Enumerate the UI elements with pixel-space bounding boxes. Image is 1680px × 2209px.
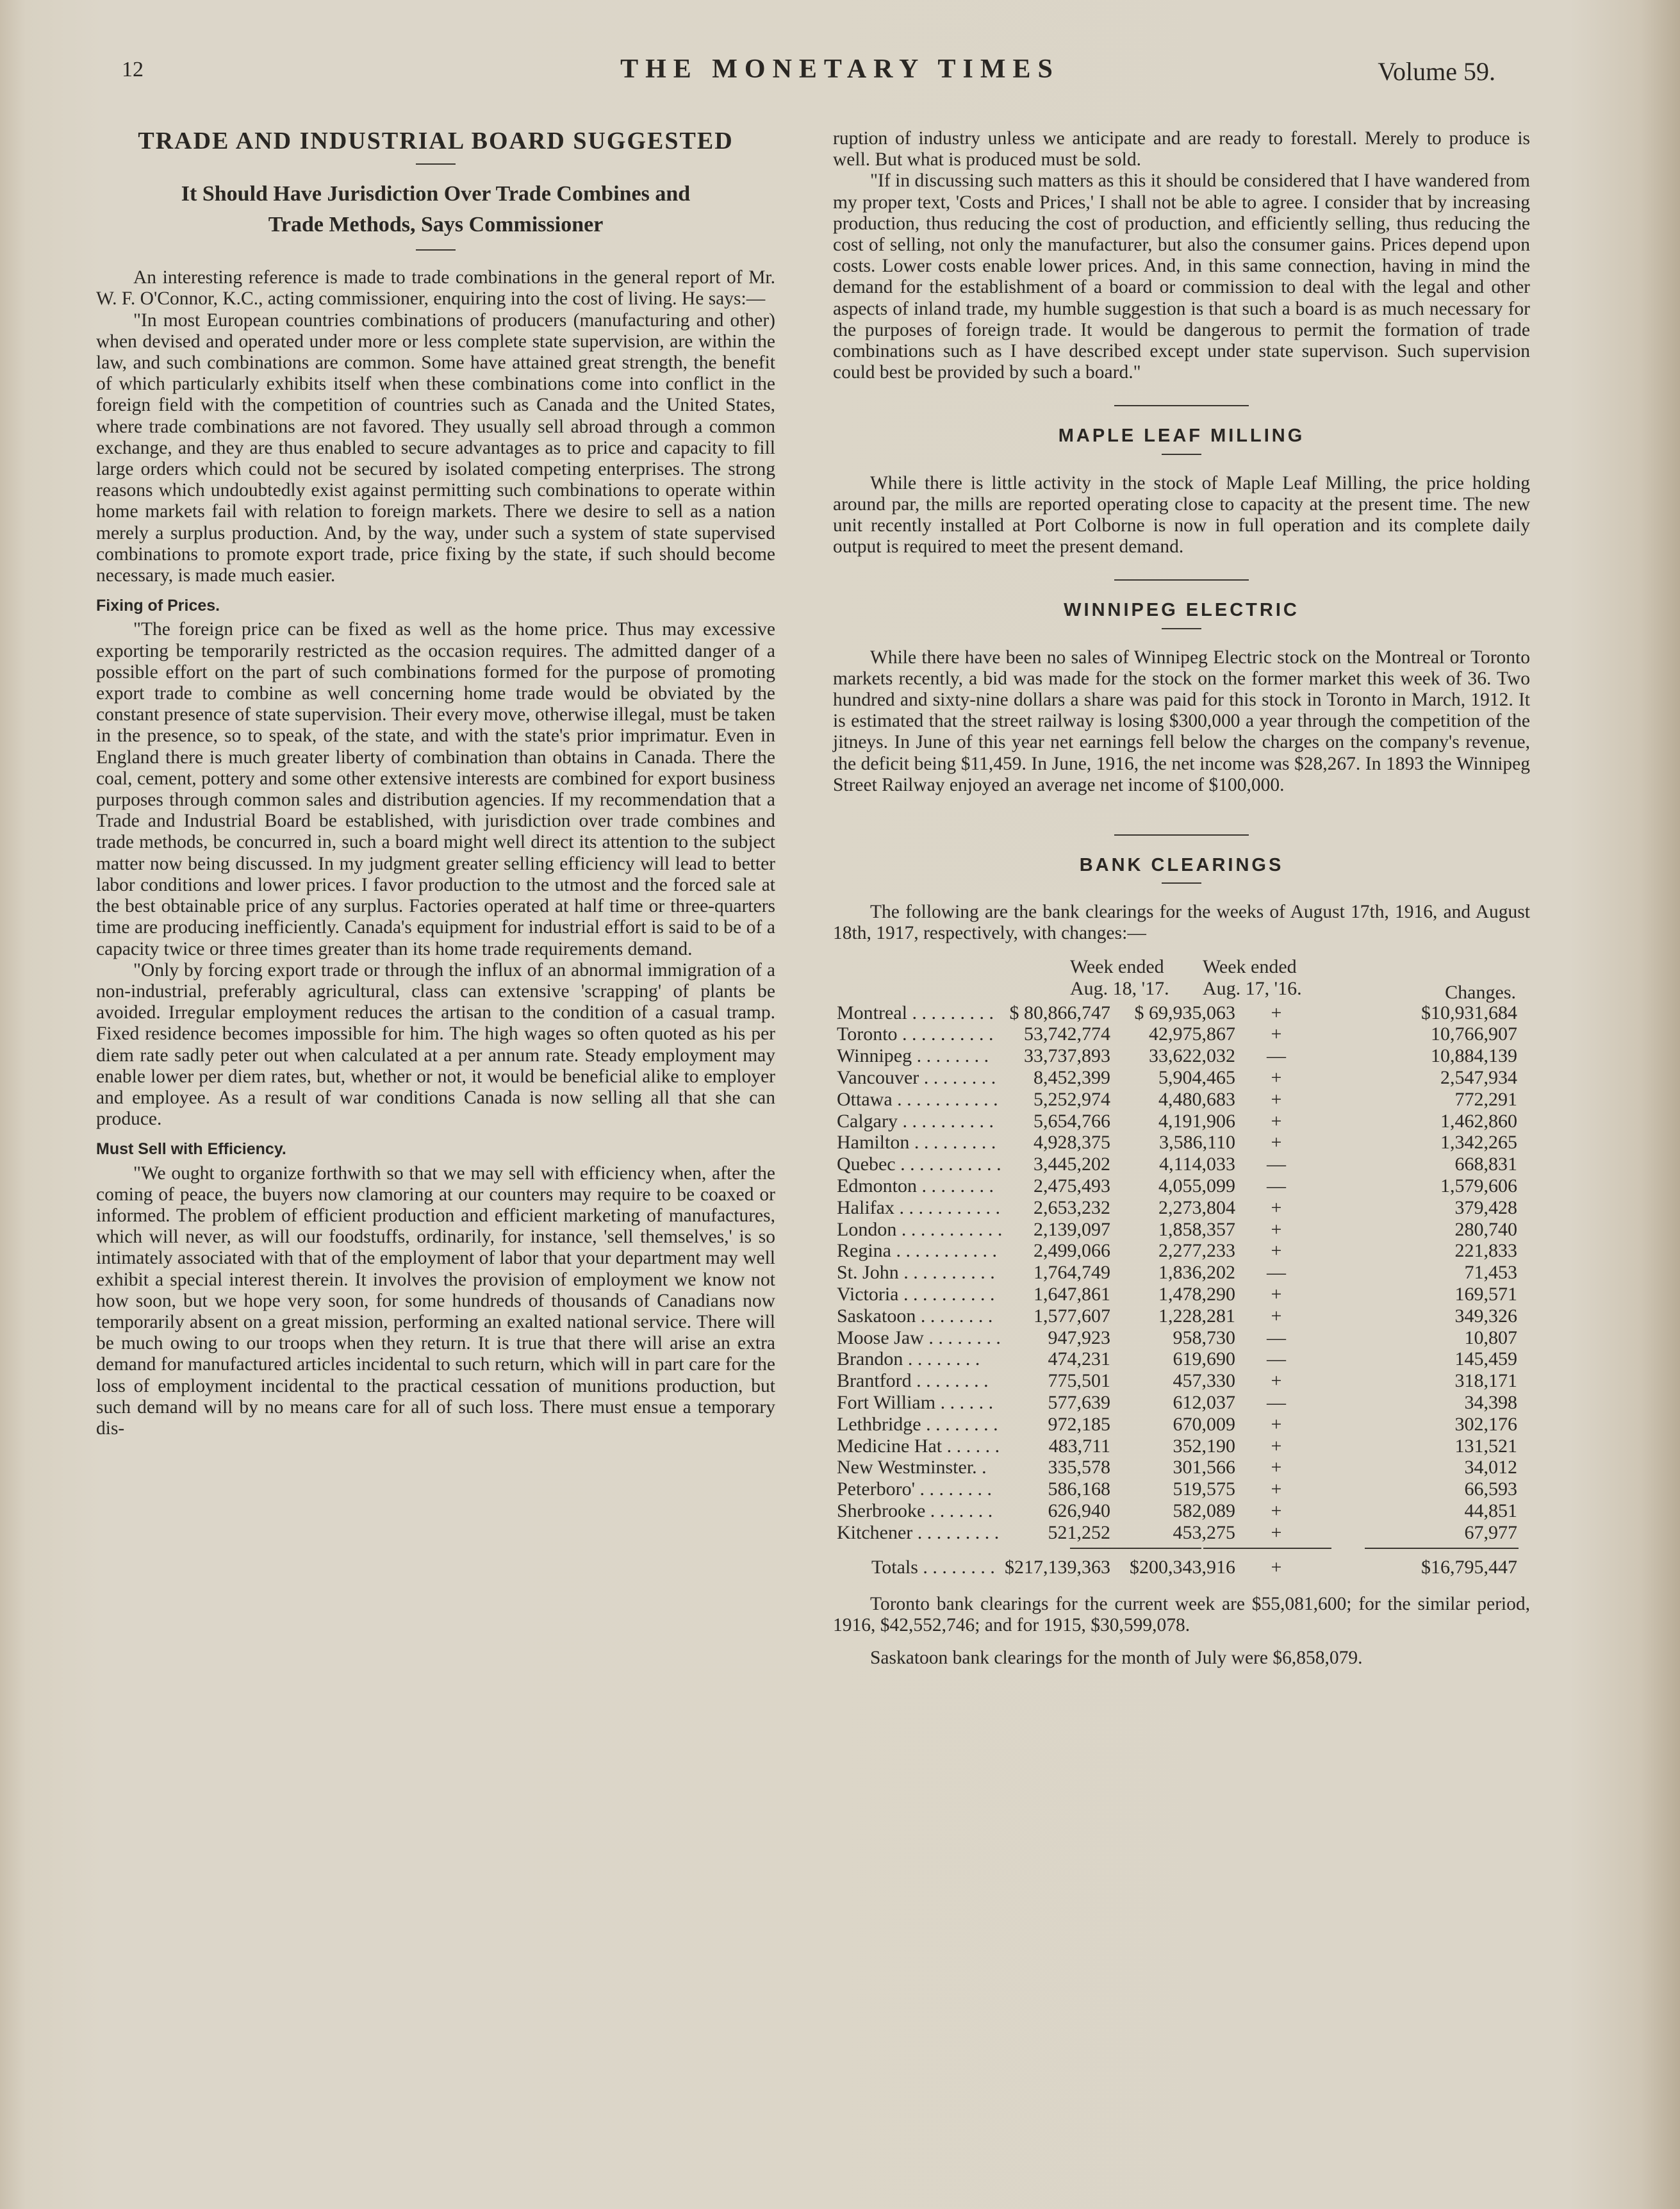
value-1917-cell: 1,764,749 bbox=[1034, 1262, 1110, 1284]
sign-cell: + bbox=[1271, 1240, 1282, 1262]
sign-cell: — bbox=[1267, 1348, 1286, 1370]
table-row bbox=[833, 1089, 1530, 1111]
value-1916-cell: 301,566 bbox=[1173, 1457, 1235, 1478]
article-paragraph: "Only by forcing export trade or through the influx of an abnormal immigration of a non-industrial, preferably agricultural, class can extensive 'scrapping' of plants be avoided. Irregular employment reduces the artisan to the condition of a casual tramp. Fixed residence becomes impossible for him. The high wages so often quoted as his per diem rate sadly peter out when calculated at a per annum rate. Steady employment may enable lower per diem rates, but, whether or not, it would be beneficial alike to employer and employee. As a result of war conditions Canada is now selling all that she can produce. bbox=[96, 959, 775, 1130]
article-headline: TRADE AND INDUSTRIAL BOARD SUGGESTED bbox=[138, 128, 734, 154]
change-cell: 302,176 bbox=[1454, 1413, 1517, 1435]
sign-cell: + bbox=[1271, 1521, 1282, 1543]
totals-1917: $217,139,363 bbox=[1005, 1556, 1110, 1578]
value-1917-cell: 8,452,399 bbox=[1034, 1067, 1110, 1089]
change-cell: 145,459 bbox=[1454, 1348, 1517, 1370]
table-row bbox=[833, 1197, 1530, 1219]
value-1917-cell: 483,711 bbox=[1048, 1435, 1110, 1457]
sign-cell: — bbox=[1267, 1262, 1286, 1284]
table-row bbox=[833, 1284, 1530, 1305]
table-row bbox=[833, 1478, 1530, 1500]
change-cell: 34,012 bbox=[1464, 1457, 1517, 1478]
value-1917-cell: 521,252 bbox=[1048, 1521, 1110, 1543]
change-cell: 772,291 bbox=[1454, 1088, 1517, 1110]
table-row bbox=[833, 1370, 1530, 1392]
article-paragraph: ruption of industry unless we anticipate and are ready to forestall. Merely to produce is well. But what is produced must be sold. bbox=[833, 128, 1530, 170]
article-paragraph: "If in discussing such matters as this it should be considered that I have wandered from my proper text, 'Costs and Prices,' I shall not be able to agree. I consider that by increasing production, thus reducing the cost of production, and efficiently selling, thus reducing the cost of selling, not only the manufacturer, but also the consumer gains. Prices depend upon costs. Lower costs enable lower prices. And, in this same connection, having in mind the demand for the establishment of a board or commission to deal with the legal and other aspects of inland trade, my humble suggestion is that such a board is as much necessary for the purposes of foreign trade. It would be dangerous to permit the formation of trade combinations such as I have described except under state supervison. Such supervision could best be provided by such a board." bbox=[833, 170, 1530, 383]
article-paragraph: "The foreign price can be fixed as well as the home price. Thus may excessive exporting be temporarily restricted as the occasion requires. The admitted danger of a possible effort on the part of such combinations formed for the purpose of promoting export trade to combine as well concerning home trade would be obviated by the constant presence of state supervision. Their every move, otherwise illegal, must be taken in the presence, so to speak, of the state, and with the state's prior imprimatur. Even in England there is much greater liberty of combination than obtains in Canada. There the coal, cement, pottery and some other extensive interests are combined for export business purposes through common sales and distribution agencies. If my recommendation that a Trade and Industrial Board be established, with jurisdiction over trade combines and trade methods, be concurred in, such a board might well direct its attention to the subject matter now being discussed. In my judgment greater selling efficiency will lead to better labor conditions and lower prices. I favor production to the utmost and the forced sale at the best obtainable price of any surplus. Factories operated at half time or three-quarters time are producing inefficiently. Canada's equipment for industrial effort is said to be of a capacity twice or three times greater than its home trade requirements demand. bbox=[96, 619, 775, 959]
table-row bbox=[833, 1219, 1530, 1241]
value-1916-cell: 1,858,357 bbox=[1158, 1218, 1235, 1240]
value-1917-cell: 1,647,861 bbox=[1034, 1284, 1110, 1305]
sign-cell: — bbox=[1267, 1392, 1286, 1414]
change-cell: 2,547,934 bbox=[1440, 1067, 1517, 1089]
divider bbox=[1114, 834, 1249, 836]
table-row bbox=[833, 1002, 1530, 1024]
sign-cell: + bbox=[1271, 1413, 1282, 1435]
change-cell: 67,977 bbox=[1464, 1521, 1517, 1543]
value-1916-cell: 453,275 bbox=[1173, 1521, 1235, 1543]
city-cell: Moose Jaw . . . . . . . . bbox=[837, 1327, 1001, 1348]
left-column bbox=[96, 122, 775, 1439]
value-1916-cell: 2,277,233 bbox=[1158, 1240, 1235, 1262]
table-header bbox=[833, 956, 1530, 1002]
change-cell: 10,766,907 bbox=[1431, 1023, 1517, 1045]
totals-change: $16,795,447 bbox=[1421, 1556, 1517, 1578]
change-cell: 221,833 bbox=[1454, 1240, 1517, 1262]
sign-cell: + bbox=[1271, 1023, 1282, 1045]
table-row bbox=[833, 1457, 1530, 1478]
article-paragraph: While there is little activity in the stock of Maple Leaf Milling, the price holding around par, the mills are reported operating close to capacity at the present time. The new unit recently installed at Port Colborne is now in full operation and its complete daily output is required to meet the present demand. bbox=[833, 472, 1530, 558]
city-cell: Winnipeg . . . . . . . . bbox=[837, 1045, 989, 1067]
table-row bbox=[833, 1132, 1530, 1154]
totals-rule bbox=[833, 1544, 1530, 1553]
sign-cell: + bbox=[1271, 1110, 1282, 1132]
city-cell: Hamilton . . . . . . . . . bbox=[837, 1132, 996, 1154]
value-1916-cell: 33,622,032 bbox=[1149, 1045, 1235, 1067]
article-paragraph: "We ought to organize forthwith so that we may sell with efficiency when, after the coming of peace, the buyers now clamoring at our counters may require to be coaxed or informed. The problem of efficient production and efficient marketing of manufactures, which will never, as will our foodstuffs, ordinarily, for instance, 'sell themselves,' is so intimately associated with that of the employment of labor that your department may well exhibit a special interest therein. It involves the provision of employment we know not how soon, but we hope very soon, for some hundreds of thousands of Canadians now temporarily absent on a great mission, performing an exalted national service. There will be much owing to our troops when they return. It is true that there will arise an extra demand for manufactured articles incidental to such return, which will in part care for the loss of employment incidental to the practical cessation of munitions production, but such demand will by no means care for all of such loss. There must ensue a temporary dis- bbox=[96, 1162, 775, 1439]
city-cell: Ottawa . . . . . . . . . . . bbox=[837, 1088, 998, 1110]
divider bbox=[416, 163, 456, 165]
value-1916-cell: 1,478,290 bbox=[1158, 1284, 1235, 1305]
change-cell: 280,740 bbox=[1454, 1218, 1517, 1240]
city-cell: Regina . . . . . . . . . . . bbox=[837, 1240, 997, 1262]
sign-cell: + bbox=[1271, 1067, 1282, 1089]
right-column bbox=[833, 128, 1530, 1669]
article-paragraph: While there have been no sales of Winnipeg Electric stock on the Montreal or Toronto markets recently, a bid was made for the stock on the former market this week of 36. Two hundred and sixty-nine dollars a share was paid for this stock in Toronto in March, 1912. It is estimated that the street railway is losing $300,000 a year through the competition of the jitneys. In June of this year net earnings fell below the charges on the company's revenue, the deficit being $11,459. In June, 1916, the net income was $28,267. In 1893 the Winnipeg Street Railway enjoyed an average net income of $100,000. bbox=[833, 647, 1530, 795]
volume-label: Volume 59. bbox=[1378, 57, 1495, 86]
city-cell: New Westminster. . bbox=[837, 1457, 987, 1478]
value-1917-cell: 775,501 bbox=[1048, 1370, 1110, 1392]
value-1917-cell: 972,185 bbox=[1048, 1413, 1110, 1435]
clearings-table bbox=[833, 956, 1530, 1582]
divider bbox=[1162, 454, 1201, 455]
city-cell: Saskatoon . . . . . . . . bbox=[837, 1305, 993, 1327]
value-1916-cell: 2,273,804 bbox=[1158, 1196, 1235, 1218]
divider bbox=[1114, 579, 1249, 581]
table-row bbox=[833, 1435, 1530, 1457]
sign-cell: + bbox=[1271, 1305, 1282, 1327]
value-1916-cell: 958,730 bbox=[1173, 1327, 1235, 1348]
value-1916-cell: 612,037 bbox=[1173, 1392, 1235, 1414]
change-cell: 1,342,265 bbox=[1440, 1132, 1517, 1154]
city-cell: Brantford . . . . . . . . bbox=[837, 1370, 989, 1392]
sign-cell: + bbox=[1271, 1132, 1282, 1154]
value-1916-cell: 4,055,099 bbox=[1158, 1175, 1235, 1197]
value-1917-cell: 626,940 bbox=[1048, 1500, 1110, 1522]
city-cell: Medicine Hat . . . . . . bbox=[837, 1435, 1000, 1457]
city-cell: London . . . . . . . . . . . bbox=[837, 1218, 1003, 1240]
value-1917-cell: $ 80,866,747 bbox=[1009, 1002, 1110, 1023]
city-cell: Victoria . . . . . . . . . . bbox=[837, 1284, 995, 1305]
value-1917-cell: 577,639 bbox=[1048, 1392, 1110, 1414]
table-row bbox=[833, 1500, 1530, 1522]
sign-cell: + bbox=[1271, 1002, 1282, 1023]
table-row bbox=[833, 1154, 1530, 1175]
value-1916-cell: 4,114,033 bbox=[1159, 1154, 1235, 1175]
table-body bbox=[833, 1002, 1530, 1544]
value-1916-cell: 5,904,465 bbox=[1158, 1067, 1235, 1089]
table-row bbox=[833, 1522, 1530, 1544]
table-row bbox=[833, 1023, 1530, 1045]
value-1917-cell: 2,139,097 bbox=[1034, 1218, 1110, 1240]
totals-1916: $200,343,916 bbox=[1130, 1556, 1235, 1578]
sign-cell: + bbox=[1271, 1218, 1282, 1240]
value-1917-cell: 53,742,774 bbox=[1024, 1023, 1110, 1045]
change-cell: 169,571 bbox=[1454, 1284, 1517, 1305]
table-row bbox=[833, 1414, 1530, 1435]
divider bbox=[1162, 882, 1201, 884]
side-heading: Must Sell with Efficiency. bbox=[96, 1140, 286, 1159]
table-row bbox=[833, 1240, 1530, 1262]
page-number: 12 bbox=[122, 58, 144, 81]
value-1917-cell: 2,653,232 bbox=[1034, 1196, 1110, 1218]
value-1917-cell: 33,737,893 bbox=[1024, 1045, 1110, 1067]
value-1917-cell: 947,923 bbox=[1048, 1327, 1110, 1348]
value-1916-cell: 4,191,906 bbox=[1158, 1110, 1235, 1132]
table-row bbox=[833, 1305, 1530, 1327]
section-heading-bank-clearings: BANK CLEARINGS bbox=[1079, 855, 1284, 876]
section-heading-winnipeg-electric: WINNIPEG ELECTRIC bbox=[1064, 600, 1299, 621]
section-heading-maple-leaf: MAPLE LEAF MILLING bbox=[1058, 426, 1305, 447]
value-1917-cell: 335,578 bbox=[1048, 1457, 1110, 1478]
city-cell: Fort William . . . . . . bbox=[837, 1392, 994, 1414]
value-1916-cell: 457,330 bbox=[1173, 1370, 1235, 1392]
subhead-line: It Should Have Jurisdiction Over Trade Combines and bbox=[181, 182, 691, 206]
change-cell: 10,884,139 bbox=[1431, 1045, 1517, 1067]
table-row bbox=[833, 1327, 1530, 1349]
sign-cell: + bbox=[1271, 1435, 1282, 1457]
table-row bbox=[833, 1111, 1530, 1132]
totals-label: Totals . . . . . . . . bbox=[871, 1556, 995, 1578]
divider bbox=[416, 249, 456, 251]
value-1917-cell: 5,654,766 bbox=[1034, 1110, 1110, 1132]
value-1916-cell: 4,480,683 bbox=[1158, 1088, 1235, 1110]
city-cell: St. John . . . . . . . . . . bbox=[837, 1262, 995, 1284]
city-cell: Edmonton . . . . . . . . bbox=[837, 1175, 994, 1197]
city-cell: Peterboro' . . . . . . . . bbox=[837, 1478, 992, 1500]
table-row bbox=[833, 1067, 1530, 1089]
value-1917-cell: 2,499,066 bbox=[1034, 1240, 1110, 1262]
sign-cell: + bbox=[1271, 1196, 1282, 1218]
change-cell: 71,453 bbox=[1464, 1262, 1517, 1284]
change-cell: 10,807 bbox=[1464, 1327, 1517, 1348]
city-cell: Toronto . . . . . . . . . . bbox=[837, 1023, 994, 1045]
city-cell: Sherbrooke . . . . . . . bbox=[837, 1500, 993, 1522]
city-cell: Montreal . . . . . . . . . bbox=[837, 1002, 994, 1023]
divider bbox=[1114, 405, 1249, 406]
article-paragraph: Saskatoon bank clearings for the month of July were $6,858,079. bbox=[870, 1648, 1363, 1669]
masthead: THE MONETARY TIMES bbox=[620, 54, 1060, 84]
page-header bbox=[0, 54, 1680, 92]
sign-cell: + bbox=[1271, 1284, 1282, 1305]
side-heading: Fixing of Prices. bbox=[96, 597, 220, 615]
change-cell: 1,579,606 bbox=[1440, 1175, 1517, 1197]
change-cell: 379,428 bbox=[1454, 1196, 1517, 1218]
value-1917-cell: 1,577,607 bbox=[1034, 1305, 1110, 1327]
value-1917-cell: 586,168 bbox=[1048, 1478, 1110, 1500]
divider bbox=[1162, 628, 1201, 629]
value-1916-cell: 3,586,110 bbox=[1159, 1132, 1235, 1154]
value-1916-cell: 670,009 bbox=[1173, 1413, 1235, 1435]
column-header: Week ended bbox=[1203, 956, 1297, 977]
sign-cell: + bbox=[1271, 1500, 1282, 1522]
sign-cell: + bbox=[1271, 1370, 1282, 1392]
city-cell: Vancouver . . . . . . . . bbox=[837, 1067, 996, 1089]
value-1917-cell: 3,445,202 bbox=[1034, 1154, 1110, 1175]
sign-cell: — bbox=[1267, 1045, 1286, 1067]
city-cell: Quebec . . . . . . . . . . . bbox=[837, 1154, 1001, 1175]
change-cell: 44,851 bbox=[1464, 1500, 1517, 1522]
change-cell: $10,931,684 bbox=[1421, 1002, 1517, 1023]
value-1916-cell: $ 69,935,063 bbox=[1134, 1002, 1235, 1023]
sign-cell: + bbox=[1271, 1457, 1282, 1478]
sign-cell: + bbox=[1271, 1478, 1282, 1500]
city-cell: Halifax . . . . . . . . . . . bbox=[837, 1196, 1000, 1218]
table-row bbox=[833, 1262, 1530, 1284]
article-paragraph: "In most European countries combinations of producers (manufacturing and other) when devised and operated under more or less complete state supervision, are within the law, and such combinations are common. Some have attained great strength, the benefit of which particularly exhibits itself when these combinations come into conflict in the foreign field with the competition of countries such as Canada and the United States, where trade combinations are not favored. They usually sell abroad through a common exchange, and they are thus enabled to secure advantages as to price and capacity to fill large orders which could not be secured by isolated competing enterprises. The strong reasons which undoubtedly exist against permitting such combinations to operate within home markets fail with relation to foreign markets. There we desire to sell as a nation merely a surplus production. And, by the way, under such a system of state supervised combinations to promote export trade, price fixing by the state, if such should become necessary, is made much easier. bbox=[96, 310, 775, 586]
city-cell: Kitchener . . . . . . . . . bbox=[837, 1521, 1000, 1543]
value-1917-cell: 4,928,375 bbox=[1034, 1132, 1110, 1154]
city-cell: Lethbridge . . . . . . . . bbox=[837, 1413, 998, 1435]
sign-cell: — bbox=[1267, 1154, 1286, 1175]
change-cell: 34,398 bbox=[1464, 1392, 1517, 1414]
change-cell: 131,521 bbox=[1454, 1435, 1517, 1457]
article-subhead bbox=[96, 179, 775, 240]
table-row bbox=[833, 1392, 1530, 1414]
value-1917-cell: 2,475,493 bbox=[1034, 1175, 1110, 1197]
value-1916-cell: 352,190 bbox=[1173, 1435, 1235, 1457]
value-1916-cell: 619,690 bbox=[1173, 1348, 1235, 1370]
sign-cell: + bbox=[1271, 1088, 1282, 1110]
article-paragraph: The following are the bank clearings for the weeks of August 17th, 1916, and August 18th, 1917, respectively, with changes:— bbox=[833, 902, 1530, 944]
value-1916-cell: 42,975,867 bbox=[1149, 1023, 1235, 1045]
value-1917-cell: 5,252,974 bbox=[1034, 1088, 1110, 1110]
column-header: Aug. 18, '17. bbox=[1070, 977, 1169, 999]
change-cell: 66,593 bbox=[1464, 1478, 1517, 1500]
value-1916-cell: 519,575 bbox=[1173, 1478, 1235, 1500]
value-1916-cell: 582,089 bbox=[1173, 1500, 1235, 1522]
change-cell: 668,831 bbox=[1454, 1154, 1517, 1175]
totals-sign: + bbox=[1271, 1556, 1282, 1578]
value-1916-cell: 1,228,281 bbox=[1158, 1305, 1235, 1327]
change-cell: 349,326 bbox=[1454, 1305, 1517, 1327]
table-row bbox=[833, 1175, 1530, 1197]
article-paragraph: Toronto bank clearings for the current week are $55,081,600; for the similar period, 1916, $42,552,746; and for 1915, $30,599,078. bbox=[833, 1593, 1530, 1635]
value-1916-cell: 1,836,202 bbox=[1158, 1262, 1235, 1284]
change-cell: 318,171 bbox=[1454, 1370, 1517, 1392]
city-cell: Calgary . . . . . . . . . . bbox=[837, 1110, 994, 1132]
city-cell: Brandon . . . . . . . . bbox=[837, 1348, 980, 1370]
article-paragraph: An interesting reference is made to trade combinations in the general report of Mr. W. F. O'Connor, K.C., acting commissioner, enquiring into the cost of living. He says:— bbox=[96, 267, 775, 310]
value-1917-cell: 474,231 bbox=[1048, 1348, 1110, 1370]
column-header: Week ended bbox=[1070, 956, 1164, 977]
change-cell: 1,462,860 bbox=[1440, 1110, 1517, 1132]
table-row bbox=[833, 1045, 1530, 1067]
subhead-line: Trade Methods, Says Commissioner bbox=[268, 213, 604, 237]
sign-cell: — bbox=[1267, 1327, 1286, 1348]
table-row bbox=[833, 1348, 1530, 1370]
totals-row bbox=[833, 1553, 1530, 1582]
sign-cell: — bbox=[1267, 1175, 1286, 1197]
column-header: Aug. 17, '16. bbox=[1203, 977, 1302, 999]
column-header: Changes. bbox=[1445, 981, 1516, 1003]
